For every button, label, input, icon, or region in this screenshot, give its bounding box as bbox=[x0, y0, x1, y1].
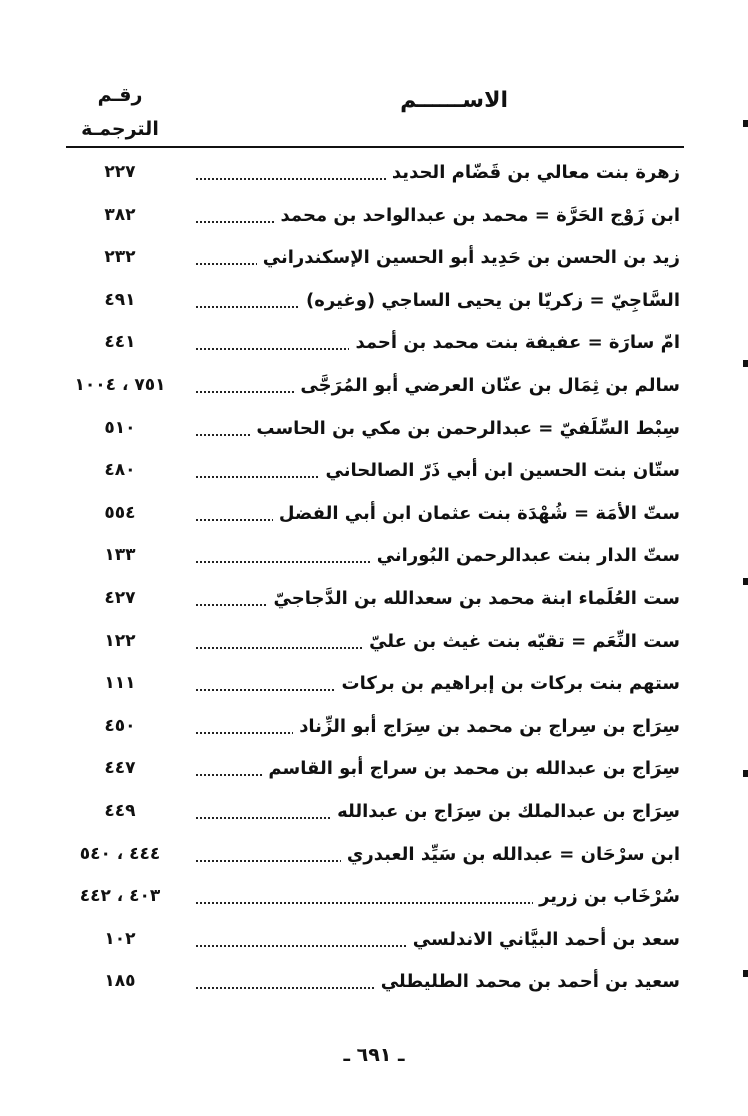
edge-mark bbox=[743, 120, 748, 127]
entry-name: سِرَاج بن سِراج بن محمد بن سِرَاج أبو الزِّناد bbox=[293, 716, 680, 737]
index-entries bbox=[0, 152, 748, 1004]
entry-name: سِبْط السِّلَفيّ = عبدالرحمن بن مكي بن الحاسب bbox=[250, 418, 680, 439]
entry-name: زهرة بنت معالي بن قَضّام الحديد bbox=[386, 162, 680, 183]
entry-name: ستهم بنت بركات بن إبراهيم بن بركات bbox=[335, 673, 680, 694]
entry-number: ٢٢٧ bbox=[104, 162, 136, 182]
entry-number: ٤٠٣ ، ٤٤٢ bbox=[79, 886, 161, 907]
edge-mark bbox=[743, 970, 748, 977]
entry-number: ٤٤٤ ، ٥٤٠ bbox=[79, 843, 161, 864]
entry-name: امّ سارَة = عفيفة بنت محمد بن أحمد bbox=[349, 332, 680, 353]
index-entry bbox=[0, 450, 748, 493]
index-entry bbox=[0, 621, 748, 664]
entry-name: ابن زَوْج الحَرَّة = محمد بن عبدالواحد بن محمد bbox=[275, 205, 680, 226]
entry-name: السَّاجِيّ = زكريّا بن يحيى الساجي (وغيره) bbox=[300, 290, 680, 311]
entry-number: ١٨٥ bbox=[104, 971, 136, 992]
index-entry bbox=[0, 195, 748, 238]
entry-number: ٣٨٢ bbox=[104, 204, 136, 225]
entry-name: ابن سرْحَان = عبدالله بن سَيِّد العبدري bbox=[341, 844, 680, 865]
entry-number: ٤٤٧ bbox=[104, 758, 136, 779]
entry-number: ٧٥١ ، ١٠٠٤ bbox=[74, 374, 166, 395]
entry-number: ١٣٣ bbox=[104, 545, 136, 566]
entry-number: ١٠٢ bbox=[104, 928, 136, 949]
index-entry bbox=[0, 322, 748, 365]
entry-number: ١٢٢ bbox=[104, 630, 136, 651]
index-entry bbox=[0, 748, 748, 791]
index-entry bbox=[0, 876, 748, 919]
index-entry bbox=[0, 493, 748, 536]
entry-number: ٤٤١ bbox=[104, 332, 136, 353]
index-entry bbox=[0, 961, 748, 1004]
entry-name: سُرْخَاب بن زرير bbox=[533, 886, 680, 907]
index-entry bbox=[0, 365, 748, 408]
edge-mark bbox=[743, 770, 748, 777]
edge-mark bbox=[743, 360, 748, 367]
entry-number: ١١١ bbox=[104, 673, 136, 694]
index-entry bbox=[0, 280, 748, 323]
entry-name: سعيد بن أحمد بن محمد الطليطلي bbox=[375, 971, 680, 992]
entry-number: ٢٣٢ bbox=[104, 247, 136, 268]
entry-name: سالم بن ثِمَال بن عنّان العرضي أبو المُرَجَّى bbox=[294, 375, 680, 396]
entry-name: ستّ الدار بنت عبدالرحمن البُوراني bbox=[371, 545, 680, 566]
index-entry bbox=[0, 791, 748, 834]
header-number-line2: الترجمـة bbox=[81, 118, 159, 140]
entry-name: ستّان بنت الحسين ابن أبي ذَرّ الصالحاني bbox=[320, 460, 680, 481]
entry-name: ست العُلَماء ابنة محمد بن سعدالله بن الدَّجاجيّ bbox=[268, 588, 680, 609]
entry-name: ست النِّعَم = تقيّه بنت غيث بن عليّ bbox=[363, 631, 680, 652]
header-divider bbox=[66, 146, 684, 148]
entry-number: ٤٩١ bbox=[104, 289, 136, 310]
index-entry bbox=[0, 706, 748, 749]
entry-number: ٥١٠ bbox=[104, 417, 136, 438]
index-entry bbox=[0, 535, 748, 578]
entry-name: سِرَاج بن عبدالله بن محمد بن سراج أبو القاسم bbox=[262, 758, 680, 779]
edge-mark bbox=[743, 578, 748, 585]
entry-name: زيد بن الحسن بن حَدِيد أبو الحسين الإسكندراني bbox=[257, 247, 680, 268]
index-entry bbox=[0, 919, 748, 962]
header-number-label bbox=[70, 78, 170, 146]
entry-name: ستّ الأمَة = شُهْدَة بنت عثمان ابن أبي الفضل bbox=[273, 503, 680, 524]
entry-number: ٤٤٩ bbox=[104, 800, 136, 821]
index-entry bbox=[0, 152, 748, 195]
index-entry bbox=[0, 834, 748, 877]
header-name-label: الاســــــم bbox=[400, 88, 508, 113]
index-entry bbox=[0, 237, 748, 280]
entry-number: ٤٢٧ bbox=[104, 587, 136, 608]
entry-name: سعد بن أحمد البيَّاني الاندلسي bbox=[407, 929, 680, 950]
entry-number: ٥٥٤ bbox=[104, 502, 136, 523]
page-number: ـ ٦٩١ ـ bbox=[343, 1044, 405, 1066]
header-number-line1: رقـم bbox=[97, 84, 143, 106]
index-entry bbox=[0, 408, 748, 451]
index-entry bbox=[0, 578, 748, 621]
entry-number: ٤٨٠ bbox=[104, 460, 136, 481]
index-entry bbox=[0, 663, 748, 706]
entry-number: ٤٥٠ bbox=[104, 715, 136, 736]
entry-name: سِرَاج بن عبدالملك بن سِرَاج بن عبدالله bbox=[331, 801, 680, 822]
